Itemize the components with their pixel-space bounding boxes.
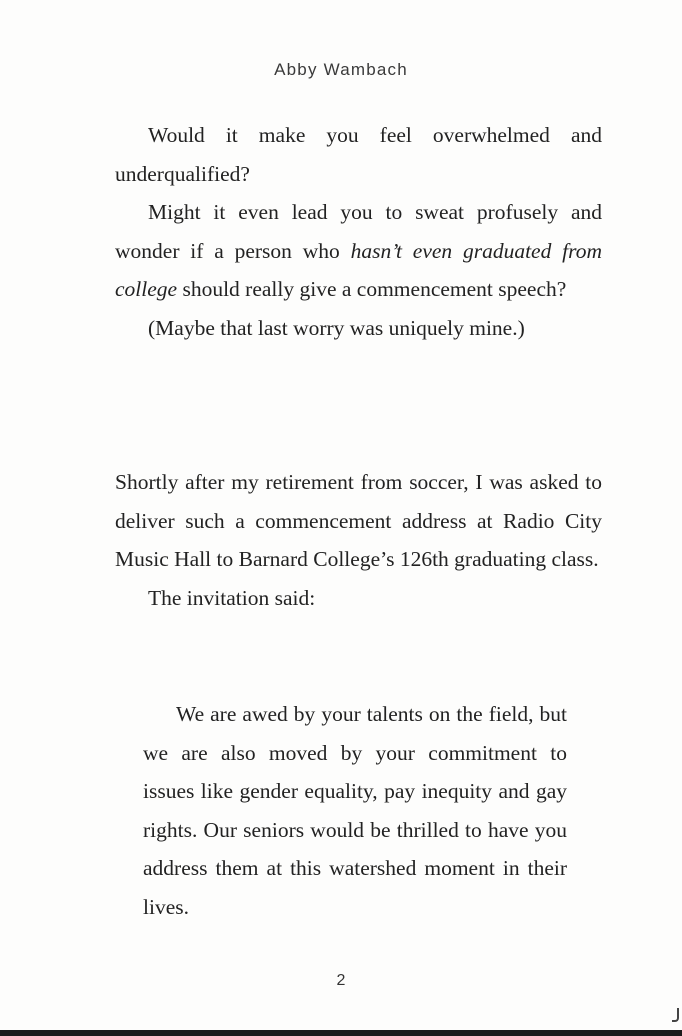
invitation-quote [143, 695, 567, 926]
page-bottom-edge [0, 1030, 682, 1036]
page-corner-mark [672, 1008, 679, 1022]
italic-phrase: hasn’t even graduated from college [115, 238, 602, 301]
running-header: Abby Wambach [274, 60, 408, 79]
paragraph-sweat-start: Might it even lead you to sweat profusely and wonder if a person who [115, 200, 602, 263]
invitation-quote-text: We are awed by your talents on the field, but we are also moved by your commitment to issues like gender equality, pay inequity and gay rights. Our seniors would be thrilled to have you address them at this watershed moment in their lives. [143, 702, 567, 919]
paragraph-overwhelmed: Would it make you feel overwhelmed and underqualified? [115, 123, 602, 186]
paragraph-worry: (Maybe that last worry was uniquely mine.) [148, 315, 525, 340]
paragraph-invitation-intro: The invitation said: [148, 585, 316, 610]
paragraph-sweat-end: should really give a commencement speech? [177, 277, 567, 301]
opening-paragraphs [115, 116, 602, 347]
page-number: 2 [336, 972, 346, 989]
retirement-paragraphs [115, 463, 602, 617]
paragraph-retirement: Shortly after my retirement from soccer, I was asked to deliver such a commencement address at Radio City Music Hall to Barnard College’s 126th graduating class. [115, 470, 602, 571]
paragraph-sweat [115, 193, 602, 309]
